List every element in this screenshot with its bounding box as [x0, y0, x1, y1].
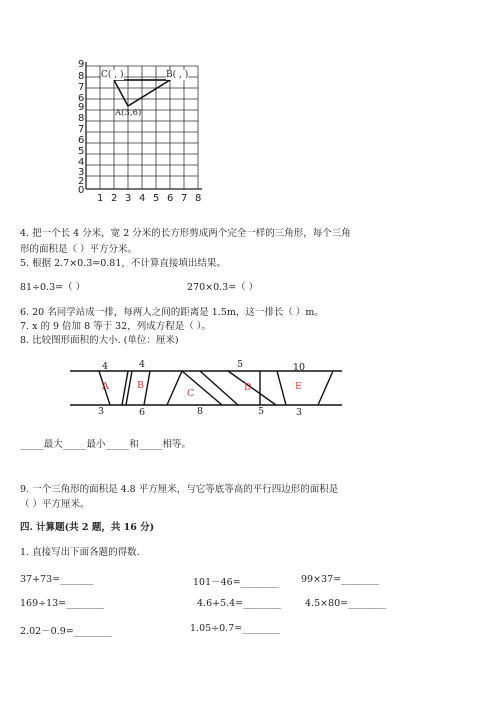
x-label: 8	[195, 193, 202, 204]
top-length-label: 4	[139, 359, 146, 370]
y-label: 7	[78, 124, 85, 135]
y-label: 6	[78, 93, 85, 104]
calc-item: 169÷13=________	[20, 598, 105, 609]
calc-item: 2.02－0.9=________	[20, 626, 112, 637]
calc-item: 4.6+5.4=________	[197, 598, 282, 609]
x-label: 4	[139, 193, 146, 204]
y-label: 9	[78, 59, 85, 70]
question-7: 7. x 的 9 倍加 8 等于 32，列成方程是（ ）。	[20, 321, 212, 332]
shape-label-d: D	[244, 382, 252, 393]
y-label: 2	[78, 176, 85, 187]
x-label: 5	[153, 193, 160, 204]
y-label: 0	[78, 185, 85, 196]
shape-e-edge	[277, 371, 286, 405]
shape-d-edge	[200, 371, 238, 405]
y-label: 8	[78, 71, 85, 82]
calc-item: 4.5×80=________	[305, 598, 387, 609]
triangle-edge-ba	[128, 80, 170, 106]
shape-b-edge	[144, 371, 150, 405]
grid-svg	[70, 58, 210, 208]
point-c-label: C( , )	[101, 70, 124, 80]
shape-label-a: A	[102, 381, 109, 392]
question-5-part-b: 270×0.3=（ ）	[187, 282, 259, 293]
calc-item: 99×37=________	[301, 574, 380, 585]
triangle-edge-ac	[114, 80, 128, 106]
bottom-length-label: 5	[258, 406, 265, 417]
x-label: 6	[167, 193, 174, 204]
y-label: 7	[78, 82, 85, 93]
x-label: 1	[97, 193, 104, 204]
y-label: 5	[78, 146, 85, 157]
section-instruction: 1. 直接写出下面各题的得数.	[20, 547, 140, 558]
shape-label-b: B	[137, 380, 144, 391]
question-9-line1: 9. 一个三角形的面积是 4.8 平方厘米，与它等底等高的平行四边形的面积是	[20, 484, 339, 495]
question-6: 6. 20 名同学站成一排，每两人之间的距离是 1.5m，这一排长（ ）m。	[20, 307, 324, 318]
y-label: 9	[78, 102, 85, 113]
bottom-length-label: 6	[139, 407, 146, 418]
bottom-length-label: 3	[98, 406, 105, 417]
top-length-label: 5	[237, 359, 244, 370]
calc-item: 37+73=_______	[20, 574, 94, 585]
question-9-line2: （ ）平方厘米。	[20, 499, 90, 510]
y-label: 8	[78, 113, 85, 124]
shape-d-edge	[228, 371, 276, 405]
question-8-answer: _____最大_____最小_____和_____相等。	[20, 439, 192, 450]
x-label: 3	[125, 193, 132, 204]
point-b-label: B( , )	[166, 70, 189, 80]
y-label: 4	[78, 157, 85, 168]
calc-item: 101－46=________	[193, 577, 279, 588]
x-label: 2	[111, 193, 118, 204]
top-length-label: 10	[293, 362, 306, 373]
shape-label-c: C	[187, 388, 195, 399]
point-a-label: A(3,6)	[115, 108, 142, 118]
shape-label-e: E	[295, 381, 302, 392]
x-label: 7	[181, 193, 188, 204]
shape-e-edge	[318, 371, 333, 405]
question-5-part-a: 81÷0.3=（ ）	[20, 282, 86, 293]
question-5: 5. 根据 2.7×0.3=0.81，不计算直接填出结果。	[20, 258, 226, 269]
top-length-label: 4	[102, 361, 109, 372]
question-4-line2: 形的面积是（ ）平方分米。	[20, 244, 138, 255]
question-8: 8. 比较图形面积的大小. (单位：厘米)	[20, 335, 179, 346]
shape-c-edge	[167, 371, 182, 405]
question-4-line1: 4. 把一个长 4 分米，宽 2 分米的长方形剪成两个完全一样的三角形，每个三角	[20, 228, 351, 239]
calc-item: 1.05÷0.7=________	[190, 623, 281, 634]
bottom-length-label: 3	[296, 407, 303, 418]
y-label: 3	[78, 167, 85, 178]
bottom-length-label: 8	[197, 406, 204, 417]
y-label: 6	[78, 135, 85, 146]
section-title: 四. 计算题(共 2 题，共 16 分)	[20, 522, 155, 533]
